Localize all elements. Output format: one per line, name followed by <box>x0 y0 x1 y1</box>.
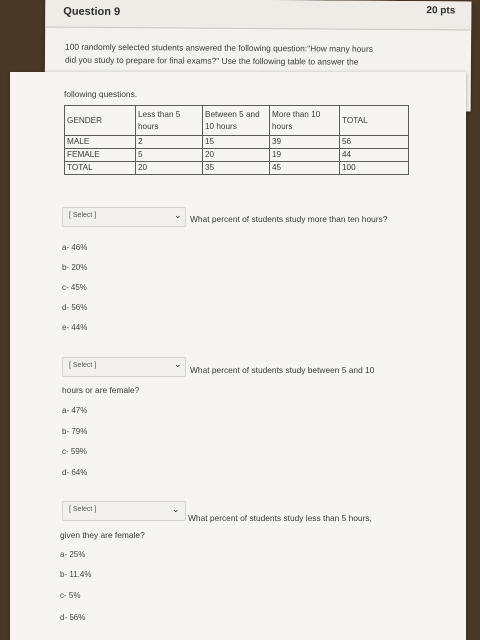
part-3-question: What percent of students study less than 5 hours, <box>188 513 372 523</box>
table-cell: 2 <box>136 136 203 149</box>
intro-line-2: did you study to prepare for final exams?" Use the following table to answer the <box>64 54 359 67</box>
table-cell: TOTAL <box>65 162 136 175</box>
chevron-down-icon[interactable]: ⌄ <box>174 210 182 220</box>
select-placeholder: [ Select ] <box>69 212 97 219</box>
option-d: d- 64% <box>62 468 88 477</box>
table-header: GENDER <box>65 106 136 136</box>
intro-continuation: following questions. <box>64 89 138 99</box>
table-cell: FEMALE <box>65 149 136 162</box>
part-2-question-cont: hours or are female? <box>62 385 140 395</box>
part-3-question-cont: given they are female? <box>60 530 145 540</box>
table-cell: 35 <box>203 162 270 175</box>
question-card-main <box>10 72 466 640</box>
table-cell: 100 <box>340 162 409 175</box>
question-points: 20 pts <box>426 5 456 17</box>
chevron-down-icon[interactable]: ⌄ <box>172 504 180 514</box>
frequency-table <box>64 105 409 175</box>
intro-line-1: 100 randomly selected students answered the following question:"How many hours <box>65 41 373 54</box>
table-cell: 5 <box>136 149 203 162</box>
table-cell: 15 <box>203 136 270 149</box>
question-title: Question 9 <box>63 5 121 19</box>
option-b: b- 20% <box>62 263 88 272</box>
part-1-question: What percent of students study more than ten hours? <box>190 214 388 224</box>
option-c: c- 5% <box>60 591 81 600</box>
table-row <box>65 136 409 149</box>
table-cell: 39 <box>270 136 340 149</box>
answer-select-2[interactable] <box>62 357 186 377</box>
option-a: a- 47% <box>62 406 88 415</box>
answer-select-3[interactable] <box>62 501 186 521</box>
option-c: c- 59% <box>62 447 87 456</box>
question-intro <box>65 41 425 70</box>
option-a: a- 25% <box>60 550 86 559</box>
table-cell: 19 <box>270 149 340 162</box>
option-b: b- 11.4% <box>60 570 92 579</box>
table-row <box>65 162 409 175</box>
answer-select-1[interactable] <box>62 207 186 227</box>
table-header: TOTAL <box>340 106 409 136</box>
table-cell: 45 <box>270 162 340 175</box>
option-c: c- 45% <box>62 283 87 292</box>
table-cell: 20 <box>203 149 270 162</box>
table-header-row <box>65 106 409 136</box>
option-a: a- 46% <box>62 243 88 252</box>
select-placeholder: [ Select ] <box>69 362 97 369</box>
table-header: Less than 5 hours <box>136 106 203 136</box>
table-cell: 44 <box>340 149 409 162</box>
chevron-down-icon[interactable]: ⌄ <box>174 359 182 369</box>
part-2-question: What percent of students study between 5 and 10 <box>190 365 375 375</box>
table-cell: 56 <box>340 136 409 149</box>
option-e: e- 44% <box>62 323 88 332</box>
option-d: d- 56% <box>62 303 88 312</box>
table-cell: MALE <box>65 136 136 149</box>
table-header: Between 5 and 10 hours <box>203 106 270 136</box>
table-header: More than 10 hours <box>270 106 340 136</box>
table-row <box>65 149 409 162</box>
question-header <box>45 0 471 30</box>
table-cell: 20 <box>136 162 203 175</box>
select-placeholder: [ Select ] <box>69 506 97 513</box>
option-d: d- 56% <box>60 613 86 622</box>
option-b: b- 79% <box>62 427 88 436</box>
